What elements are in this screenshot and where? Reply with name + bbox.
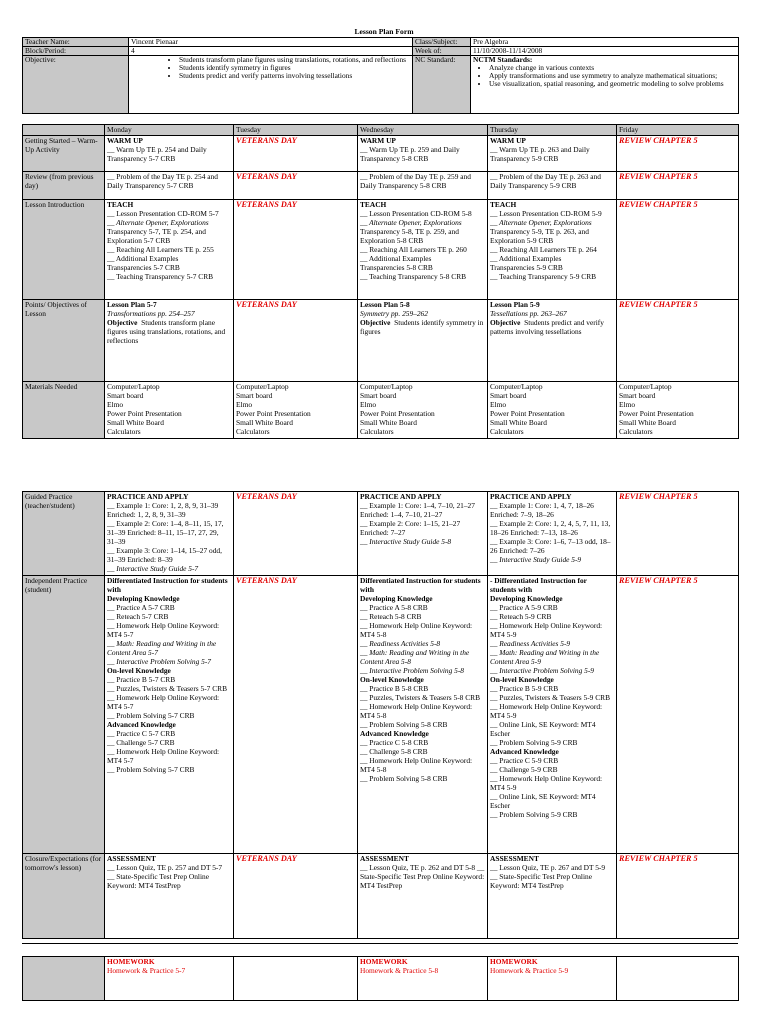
veterans-day-label: VETERANS DAY xyxy=(236,172,297,181)
assessment-text: __ Lesson Quiz, TE p. 267 and DT 5-9 __ State-Specific Test Prep Online Keyword: MT4 TestPrep xyxy=(490,863,606,890)
guided-line: __ Interactive Study Guide 5-7 xyxy=(107,564,199,573)
di-heading: - Differentiated Instruction for students with xyxy=(490,576,587,594)
di-line: __ Homework Help Online Keyword: MT4 5-9 xyxy=(490,702,603,720)
row-label-homework xyxy=(23,957,105,1001)
teach-friday xyxy=(617,200,739,300)
material-item: Small White Board xyxy=(490,418,547,427)
points-thursday xyxy=(488,300,617,382)
divider-line xyxy=(22,943,738,944)
di-line: __ Math: Reading and Writing in the Content Area 5-8 xyxy=(360,648,470,666)
lesson-objective xyxy=(107,318,231,345)
review-chapter-label: REVIEW CHAPTER 5 xyxy=(619,492,698,501)
di-line: __ Reteach 5-9 CRB xyxy=(490,612,552,621)
row-label-lesson-intro: Lesson Introduction xyxy=(23,200,105,300)
teach-line: __ Lesson Presentation CD-ROM 5-7 xyxy=(107,209,219,218)
teach-title: TEACH xyxy=(490,200,517,209)
teach-line: __ Alternate Opener, Explorations xyxy=(107,218,209,227)
materials-monday xyxy=(105,382,234,439)
row-label-review: Review (from previous day) xyxy=(23,172,105,200)
closure-friday xyxy=(617,854,739,939)
warmup-friday xyxy=(617,136,739,172)
class-label: Class/Subject: xyxy=(413,38,471,47)
review-wednesday: __ Problem of the Day TE p. 259 and Daily Transparency 5-8 CRB xyxy=(358,172,488,200)
weekly-plan-table-top xyxy=(22,124,739,439)
material-item: Power Point Presentation xyxy=(236,409,311,418)
teach-wednesday xyxy=(358,200,488,300)
objective-text: Students transform plane figures using translations, rotations, and reflections xyxy=(107,318,226,345)
nctm-item: • Analyze change in various contexts xyxy=(489,64,736,72)
di-line: __ Math: Reading and Writing in the Content Area 5-7 xyxy=(107,639,217,657)
material-item: Small White Board xyxy=(360,418,417,427)
guided-friday xyxy=(617,492,739,576)
materials-friday xyxy=(617,382,739,439)
homework-friday xyxy=(617,957,739,1001)
teach-line: __ Teaching Transparency 5-7 CRB xyxy=(107,272,214,281)
di-line: __ Interactive Problem Solving 5-7 xyxy=(107,657,211,666)
material-item: Computer/Laptop xyxy=(360,382,413,391)
guided-wednesday xyxy=(358,492,488,576)
teach-tuesday xyxy=(234,200,358,300)
independent-thursday xyxy=(488,576,617,854)
material-item: Calculators xyxy=(619,427,653,436)
material-item: Elmo xyxy=(619,400,636,409)
homework-text: Homework & Practice 5-8 xyxy=(360,966,439,975)
row-label-guided: Guided Practice (teacher/student) xyxy=(23,492,105,576)
teach-line: Transparency 5-7, TE p. 254, and Exploration 5-7 CRB xyxy=(107,227,206,245)
lesson-topic: Transformations pp. 254–257 xyxy=(107,309,195,318)
day-header-thursday: Thursday xyxy=(488,125,617,136)
guided-title: PRACTICE AND APPLY xyxy=(360,492,442,501)
materials-wednesday xyxy=(358,382,488,439)
material-item: Calculators xyxy=(107,427,141,436)
nctm-item: • Use visualization, spatial reasoning, and geometric modeling to solve problems xyxy=(489,80,736,88)
teach-line: __ Teaching Transparency 5-8 CRB xyxy=(360,272,467,281)
guided-line: __ Example 3: Core: 1–14, 15–27 odd, 31–39 Enriched: 8–39 xyxy=(107,546,222,564)
di-line: __ Problem Solving 5-8 CRB xyxy=(360,720,448,729)
header-table xyxy=(22,37,739,114)
guided-thursday xyxy=(488,492,617,576)
objective-text: Students identify symmetry in figures xyxy=(360,318,484,336)
nctm-item: • Apply transformations and use symmetry to analyze mathematical situations; xyxy=(489,72,736,80)
homework-text: Homework & Practice 5-9 xyxy=(490,966,569,975)
row-label-getting-started: Getting Started – Warm-Up Activity xyxy=(23,136,105,172)
di-line: __ Puzzles, Twisters & Teasers 5-8 CRB xyxy=(360,693,481,702)
warmup-thursday xyxy=(488,136,617,172)
di-line: __ Homework Help Online Keyword: MT4 5-9 xyxy=(490,774,603,792)
guided-line: __ Example 1: Core: 1–4, 7–10, 21–27 Enriched: 1–4, 7–10, 21–27 xyxy=(360,501,475,519)
points-tuesday xyxy=(234,300,358,382)
material-item: Smart board xyxy=(236,391,273,400)
points-monday xyxy=(105,300,234,382)
assessment-text: __ Lesson Quiz, TE p. 262 and DT 5-8 __ State-Specific Test Prep Online Keyword: MT4 TestPrep xyxy=(360,863,485,890)
nctm-standards xyxy=(471,56,739,114)
teach-title: TEACH xyxy=(107,200,134,209)
material-item: Elmo xyxy=(236,400,253,409)
lesson-plan-title: Lesson Plan 5-7 xyxy=(107,300,157,309)
di-line: __ Puzzles, Twisters & Teasers 5-9 CRB xyxy=(490,693,611,702)
homework-thursday xyxy=(488,957,617,1001)
teach-line: __ Additional Examples xyxy=(360,254,432,263)
material-item: Smart board xyxy=(619,391,656,400)
day-header-friday: Friday xyxy=(617,125,739,136)
lesson-topic: Tessellations pp. 263–267 xyxy=(490,309,567,318)
closure-thursday xyxy=(488,854,617,939)
assessment-text: __ Lesson Quiz, TE p. 257 and DT 5-7 __ State-Specific Test Prep Online Keyword: MT4 TestPrep xyxy=(107,863,223,890)
warmup-title: WARM UP xyxy=(107,136,143,145)
review-thursday: __ Problem of the Day TE p. 263 and Daily Transparency 5-9 CRB xyxy=(488,172,617,200)
di-line: __ Practice B 5-8 CRB xyxy=(360,684,429,693)
teach-line: __ Lesson Presentation CD-ROM 5-9 xyxy=(490,209,602,218)
block-label: Block/Period: xyxy=(23,47,129,56)
guided-line: __ Example 1: Core: 1, 2, 8, 9, 31–39 Enriched: 1, 2, 8, 9, 31–39 xyxy=(107,501,219,519)
material-item: Smart board xyxy=(360,391,397,400)
guided-line: __ Interactive Study Guide 5-9 xyxy=(490,555,582,564)
di-line: __ Homework Help Online Keyword: MT4 5-8 xyxy=(360,702,473,720)
warmup-text: __ Warm Up TE p. 263 and Daily Transparency 5-9 CRB xyxy=(490,145,590,163)
material-item: Small White Board xyxy=(619,418,676,427)
warmup-title: WARM UP xyxy=(490,136,526,145)
di-line: __ Homework Help Online Keyword: MT4 5-7 xyxy=(107,747,220,765)
di-line: __ Challenge 5-7 CRB xyxy=(107,738,175,747)
developing-heading: Developing Knowledge xyxy=(360,594,433,603)
teach-line: __ Reaching All Learners TE p. 260 xyxy=(360,245,467,254)
warmup-text: __ Warm Up TE p. 259 and Daily Transparency 5-8 CRB xyxy=(360,145,460,163)
teach-monday xyxy=(105,200,234,300)
day-header-tuesday: Tuesday xyxy=(234,125,358,136)
teach-line: __ Additional Examples xyxy=(490,254,562,263)
row-label-points: Points/ Objectives of Lesson xyxy=(23,300,105,382)
di-line: __ Homework Help Online Keyword: MT4 5-7 xyxy=(107,621,220,639)
warmup-monday xyxy=(105,136,234,172)
review-chapter-label: REVIEW CHAPTER 5 xyxy=(619,576,698,585)
di-line: __ Homework Help Online Keyword: MT4 5-9 xyxy=(490,621,603,639)
review-chapter-label: REVIEW CHAPTER 5 xyxy=(619,300,698,309)
material-item: Power Point Presentation xyxy=(107,409,182,418)
lesson-plan-title: Lesson Plan 5-8 xyxy=(360,300,410,309)
teach-title: TEACH xyxy=(360,200,387,209)
teach-line: __ Additional Examples xyxy=(107,254,179,263)
homework-monday xyxy=(105,957,234,1001)
review-chapter-label: REVIEW CHAPTER 5 xyxy=(619,136,698,145)
guided-title: PRACTICE AND APPLY xyxy=(490,492,572,501)
di-line: __ Online Link, SE Keyword: MT4 Escher xyxy=(490,792,596,810)
independent-tuesday xyxy=(234,576,358,854)
lesson-objective xyxy=(360,318,485,336)
di-line: __ Problem Solving 5-7 CRB xyxy=(107,765,195,774)
di-line: __ Practice C 5-9 CRB xyxy=(490,756,559,765)
warmup-text: __ Warm Up TE p. 254 and Daily Transparency 5-7 CRB xyxy=(107,145,207,163)
di-line: __ Online Link, SE Keyword: MT4 Escher xyxy=(490,720,596,738)
di-line: __ Challenge 5-8 CRB xyxy=(360,747,428,756)
homework-wednesday xyxy=(358,957,488,1001)
objective-label: Objective xyxy=(360,318,391,327)
independent-friday xyxy=(617,576,739,854)
review-friday xyxy=(617,172,739,200)
day-header-monday: Monday xyxy=(105,125,234,136)
warmup-title: WARM UP xyxy=(360,136,396,145)
materials-tuesday xyxy=(234,382,358,439)
guided-monday xyxy=(105,492,234,576)
guided-line: __ Interactive Study Guide 5-8 xyxy=(360,537,452,546)
veterans-day-label: VETERANS DAY xyxy=(236,492,297,501)
objective-label: Objective xyxy=(107,318,138,327)
di-line: __ Practice B 5-9 CRB xyxy=(490,684,559,693)
block-value: 4 xyxy=(129,47,413,56)
points-friday xyxy=(617,300,739,382)
teach-line: __ Alternate Opener, Explorations xyxy=(360,218,462,227)
review-monday: __ Problem of the Day TE p. 254 and Daily Transparency 5-7 CRB xyxy=(105,172,234,200)
veterans-day-label: VETERANS DAY xyxy=(236,200,297,209)
guided-line: __ Example 2: Core: 1, 2, 4, 5, 7, 11, 13, 18–26 Enriched: 7–13, 18–26 xyxy=(490,519,611,537)
independent-wednesday xyxy=(358,576,488,854)
teach-line: __ Lesson Presentation CD-ROM 5-8 xyxy=(360,209,472,218)
teach-line: __ Reaching All Learners TE p. 255 xyxy=(107,245,214,254)
material-item: Computer/Laptop xyxy=(490,382,543,391)
warmup-tuesday xyxy=(234,136,358,172)
di-line: __ Problem Solving 5-8 CRB xyxy=(360,774,448,783)
guided-line: __ Example 2: Core: 1–15, 21–27 Enriched: 7–27 xyxy=(360,519,461,537)
independent-monday xyxy=(105,576,234,854)
material-item: Power Point Presentation xyxy=(619,409,694,418)
guided-tuesday xyxy=(234,492,358,576)
objective-label: Objective: xyxy=(23,56,129,114)
material-item: Computer/Laptop xyxy=(236,382,289,391)
lesson-objective xyxy=(490,318,614,336)
teach-line: Transparencies 5-8 CRB xyxy=(360,263,433,272)
objective-item: • Students transform plane figures using translations, rotations, and reflections xyxy=(179,56,410,64)
di-line: __ Practice C 5-7 CRB xyxy=(107,729,176,738)
di-line: __ Practice A 5-9 CRB xyxy=(490,603,558,612)
homework-text: Homework & Practice 5-7 xyxy=(107,966,186,975)
di-line: __ Problem Solving 5-9 CRB xyxy=(490,810,578,819)
homework-tuesday xyxy=(234,957,358,1001)
closure-tuesday xyxy=(234,854,358,939)
di-heading: Differentiated Instruction for students with xyxy=(360,576,481,594)
objective-list xyxy=(129,56,413,114)
week-value: 11/10/2008-11/14/2008 xyxy=(471,47,739,56)
guided-line: __ Example 1: Core: 1, 4, 7, 18–26 Enriched: 7–9, 18–26 xyxy=(490,501,594,519)
di-line: __ Challenge 5-9 CRB xyxy=(490,765,558,774)
di-heading: Differentiated Instruction for students with xyxy=(107,576,228,594)
homework-title: HOMEWORK xyxy=(360,957,408,966)
di-line: __ Math: Reading and Writing in the Content Area 5-9 xyxy=(490,648,600,666)
di-line: __ Practice C 5-8 CRB xyxy=(360,738,429,747)
di-line: __ Practice A 5-8 CRB xyxy=(360,603,428,612)
onlevel-heading: On-level Knowledge xyxy=(360,675,424,684)
day-header-wednesday: Wednesday xyxy=(358,125,488,136)
points-wednesday xyxy=(358,300,488,382)
advanced-heading: Advanced Knowledge xyxy=(360,729,429,738)
objective-item: • Students identify symmetry in figures xyxy=(179,64,410,72)
objective-item: • Students predict and verify patterns involving tessellations xyxy=(179,72,410,80)
di-line: __ Reteach 5-8 CRB xyxy=(360,612,422,621)
di-line: __ Practice B 5-7 CRB xyxy=(107,675,176,684)
di-line: __ Practice A 5-7 CRB xyxy=(107,603,175,612)
page-title: Lesson Plan Form xyxy=(354,27,414,36)
row-label-closure: Closure/Expectations (for tomorrow's lesson) xyxy=(23,854,105,939)
class-value: Pre Algebra xyxy=(471,38,739,47)
review-tuesday xyxy=(234,172,358,200)
objective-text: Students predict and verify patterns involving tessellations xyxy=(490,318,604,336)
teach-line: Transparencies 5-9 CRB xyxy=(490,263,563,272)
material-item: Elmo xyxy=(490,400,507,409)
lesson-topic: Symmetry pp. 259–262 xyxy=(360,309,428,318)
material-item: Calculators xyxy=(360,427,394,436)
row-label-materials: Materials Needed xyxy=(23,382,105,439)
teach-line: __ Teaching Transparency 5-9 CRB xyxy=(490,272,597,281)
assessment-title: ASSESSMENT xyxy=(360,854,409,863)
material-item: Power Point Presentation xyxy=(490,409,565,418)
teach-line: __ Alternate Opener, Explorations xyxy=(490,218,592,227)
closure-wednesday xyxy=(358,854,488,939)
di-line: __ Problem Solving 5-9 CRB xyxy=(490,738,578,747)
onlevel-heading: On-level Knowledge xyxy=(490,675,554,684)
nc-standard-label: NC Standard: xyxy=(413,56,471,114)
teach-line: __ Reaching All Learners TE p. 264 xyxy=(490,245,597,254)
material-item: Small White Board xyxy=(236,418,293,427)
row-label-independent: Independent Practice (student) xyxy=(23,576,105,854)
objective-label: Objective xyxy=(490,318,521,327)
nctm-title: NCTM Standards: xyxy=(473,55,533,64)
di-line: __ Homework Help Online Keyword: MT4 5-8 xyxy=(360,621,473,639)
weekly-plan-table-bottom xyxy=(22,491,739,939)
teach-line: Transparencies 5-7 CRB xyxy=(107,263,180,272)
di-line: __ Readiness Activities 5-9 xyxy=(490,639,571,648)
material-item: Elmo xyxy=(107,400,124,409)
di-line: __ Puzzles, Twisters & Teasers 5-7 CRB xyxy=(107,684,228,693)
veterans-day-label: VETERANS DAY xyxy=(236,300,297,309)
corner-cell xyxy=(23,125,105,136)
teach-thursday xyxy=(488,200,617,300)
assessment-title: ASSESSMENT xyxy=(107,854,156,863)
closure-monday xyxy=(105,854,234,939)
di-line: __ Homework Help Online Keyword: MT4 5-7 xyxy=(107,693,220,711)
di-line: __ Readiness Activities 5-8 xyxy=(360,639,441,648)
veterans-day-label: VETERANS DAY xyxy=(236,136,297,145)
di-line: __ Homework Help Online Keyword: MT4 5-8 xyxy=(360,756,473,774)
homework-title: HOMEWORK xyxy=(490,957,538,966)
material-item: Computer/Laptop xyxy=(107,382,160,391)
advanced-heading: Advanced Knowledge xyxy=(107,720,176,729)
warmup-wednesday xyxy=(358,136,488,172)
developing-heading: Developing Knowledge xyxy=(107,594,180,603)
material-item: Calculators xyxy=(236,427,270,436)
material-item: Calculators xyxy=(490,427,524,436)
homework-table xyxy=(22,956,739,1001)
teacher-label: Teacher Name: xyxy=(23,38,129,47)
material-item: Smart board xyxy=(490,391,527,400)
di-line: __ Problem Solving 5-7 CRB xyxy=(107,711,195,720)
assessment-title: ASSESSMENT xyxy=(490,854,539,863)
material-item: Elmo xyxy=(360,400,377,409)
veterans-day-label: VETERANS DAY xyxy=(236,576,297,585)
material-item: Power Point Presentation xyxy=(360,409,435,418)
guided-line: __ Example 3: Core: 1–6, 7–13 odd, 18–26 Enriched: 7–26 xyxy=(490,537,611,555)
teacher-value: Vincent Pienaar xyxy=(129,38,413,47)
guided-title: PRACTICE AND APPLY xyxy=(107,492,189,501)
teach-line: Transparency 5-9, TE p. 263, and Exploration 5-9 CRB xyxy=(490,227,589,245)
review-chapter-label: REVIEW CHAPTER 5 xyxy=(619,200,698,209)
di-line: __ Reteach 5-7 CRB xyxy=(107,612,169,621)
di-line: __ Interactive Problem Solving 5-9 xyxy=(490,666,594,675)
onlevel-heading: On-level Knowledge xyxy=(107,666,171,675)
di-line: __ Interactive Problem Solving 5-8 xyxy=(360,666,464,675)
lesson-plan-title: Lesson Plan 5-9 xyxy=(490,300,540,309)
material-item: Small White Board xyxy=(107,418,164,427)
materials-thursday xyxy=(488,382,617,439)
review-chapter-label: REVIEW CHAPTER 5 xyxy=(619,172,698,181)
guided-line: __ Example 2: Core: 1–4, 8–11, 15, 17, 31–39 Enriched: 8–11, 15–17, 27, 29, 31–39 xyxy=(107,519,224,546)
teach-line: Transparency 5-8, TE p. 259, and Exploration 5-8 CRB xyxy=(360,227,459,245)
week-label: Week of: xyxy=(413,47,471,56)
material-item: Smart board xyxy=(107,391,144,400)
veterans-day-label: VETERANS DAY xyxy=(236,854,297,863)
developing-heading: Developing Knowledge xyxy=(490,594,563,603)
advanced-heading: Advanced Knowledge xyxy=(490,747,559,756)
review-chapter-label: REVIEW CHAPTER 5 xyxy=(619,854,698,863)
homework-title: HOMEWORK xyxy=(107,957,155,966)
material-item: Computer/Laptop xyxy=(619,382,672,391)
